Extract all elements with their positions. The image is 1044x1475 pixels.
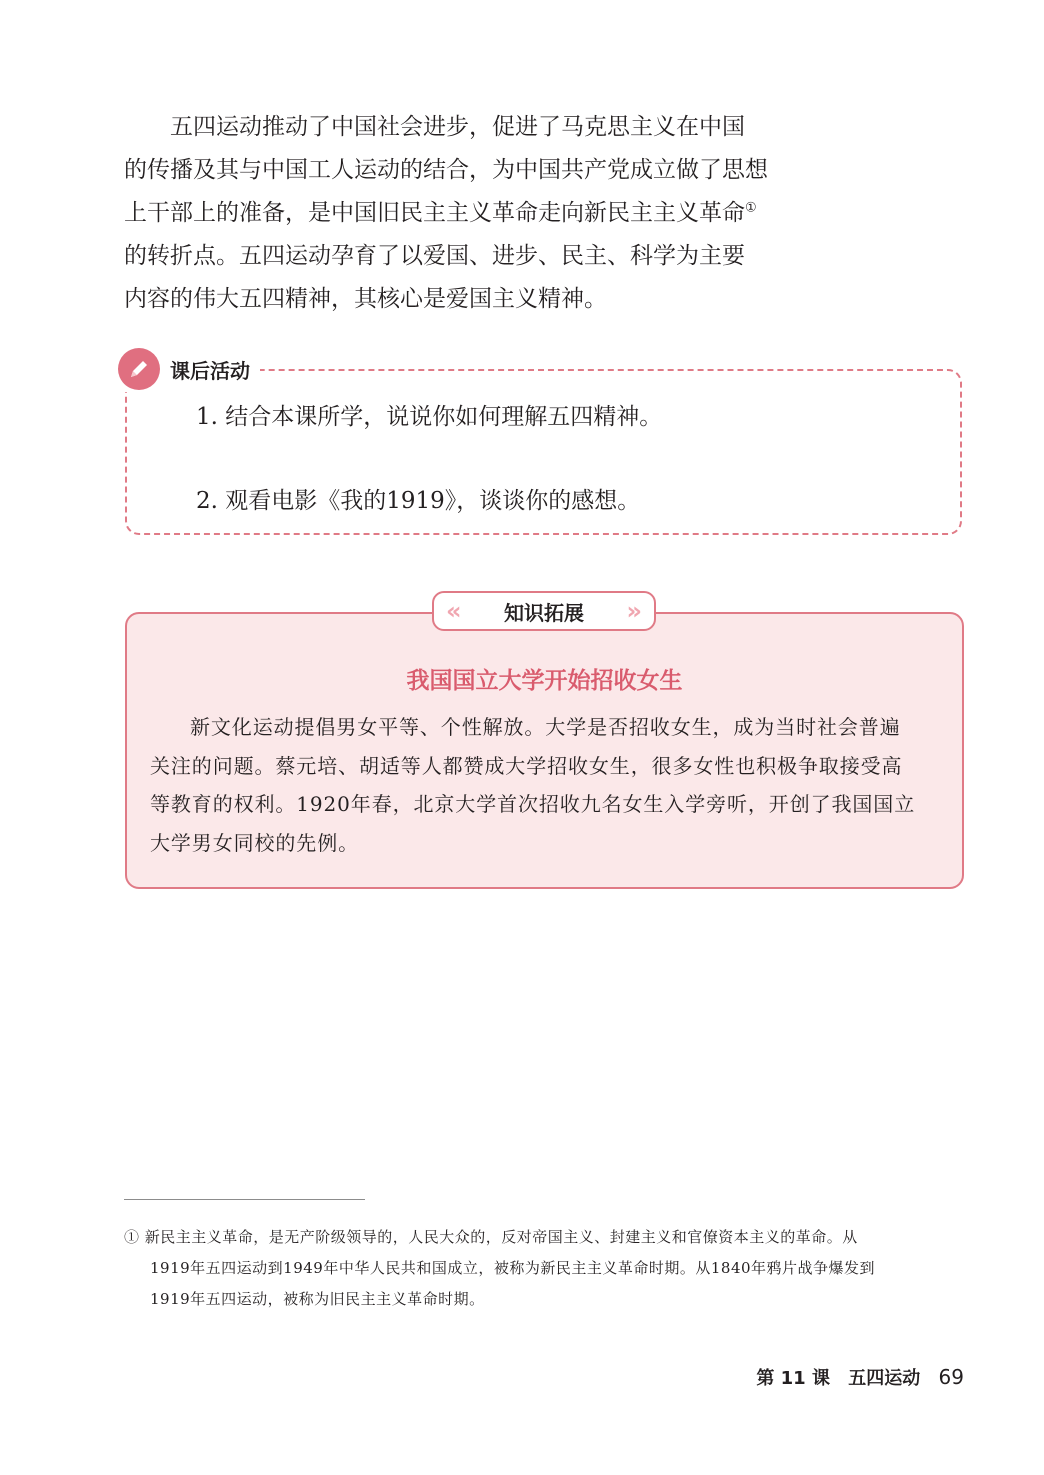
knowledge-tab xyxy=(432,591,656,631)
footnote-reference[interactable]: ① xyxy=(745,200,757,216)
knowledge-line: 关注的问题。蔡元培、胡适等人都赞成大学招收女生，很多女性也积极争取接受高 xyxy=(150,753,903,778)
activity-header xyxy=(118,346,260,392)
page-footer xyxy=(756,1364,964,1390)
footnote-divider xyxy=(124,1199,365,1200)
paragraph-line-text: 上干部上的准备，是中国旧民主主义革命走向新民主主义革命 xyxy=(124,200,745,226)
main-paragraph xyxy=(124,106,784,321)
page-number: 69 xyxy=(938,1365,964,1389)
paragraph-line: 的转折点。五四运动孕育了以爱国、进步、民主、科学为主要 xyxy=(124,243,745,269)
paragraph-line: 的传播及其与中国工人运动的结合，为中国共产党成立做了思想 xyxy=(124,157,768,183)
knowledge-line: 新文化运动提倡男女平等、个性解放。大学是否招收女生，成为当时社会普遍 xyxy=(190,715,901,739)
footnote-line: 1919年五四运动到1949年中华人民共和国成立，被称为新民主主义革命时期。从1840年鸦片战争爆发到 xyxy=(150,1259,876,1277)
activity-item-1: 1. 结合本课所学，说说你如何理解五四精神。 xyxy=(196,404,663,430)
activity-title: 课后活动 xyxy=(170,358,250,383)
lesson-title: 五四运动 xyxy=(848,1368,921,1389)
footnote-line: ① 新民主主义革命，是无产阶级领导的，人民大众的，反对帝国主义、封建主义和官僚资本主义的革命。从 xyxy=(124,1228,858,1246)
pencil-icon xyxy=(118,348,160,390)
paragraph-line xyxy=(124,192,784,235)
knowledge-title: 我国国立大学开始招收女生 xyxy=(406,667,683,694)
knowledge-tab-label: 知识拓展 xyxy=(504,600,584,625)
activity-item-2: 2. 观看电影《我的1919》，谈谈你的感想。 xyxy=(196,488,641,514)
knowledge-line: 等教育的权利。1920年春，北京大学首次招收九名女生入学旁听，开创了我国国立 xyxy=(150,792,916,816)
footnote-line: 1919年五四运动，被称为旧民主主义革命时期。 xyxy=(150,1290,485,1308)
knowledge-line: 大学男女同校的先例。 xyxy=(150,830,359,855)
knowledge-text xyxy=(150,708,950,862)
paragraph-line: 内容的伟大五四精神，其核心是爱国主义精神。 xyxy=(124,286,607,312)
footnote xyxy=(124,1222,974,1315)
double-chevron-right-icon: » xyxy=(626,597,642,625)
lesson-number: 第 11 课 xyxy=(756,1368,830,1389)
double-chevron-left-icon: « xyxy=(446,597,462,625)
paragraph-line: 五四运动推动了中国社会进步，促进了马克思主义在中国 xyxy=(170,114,745,140)
